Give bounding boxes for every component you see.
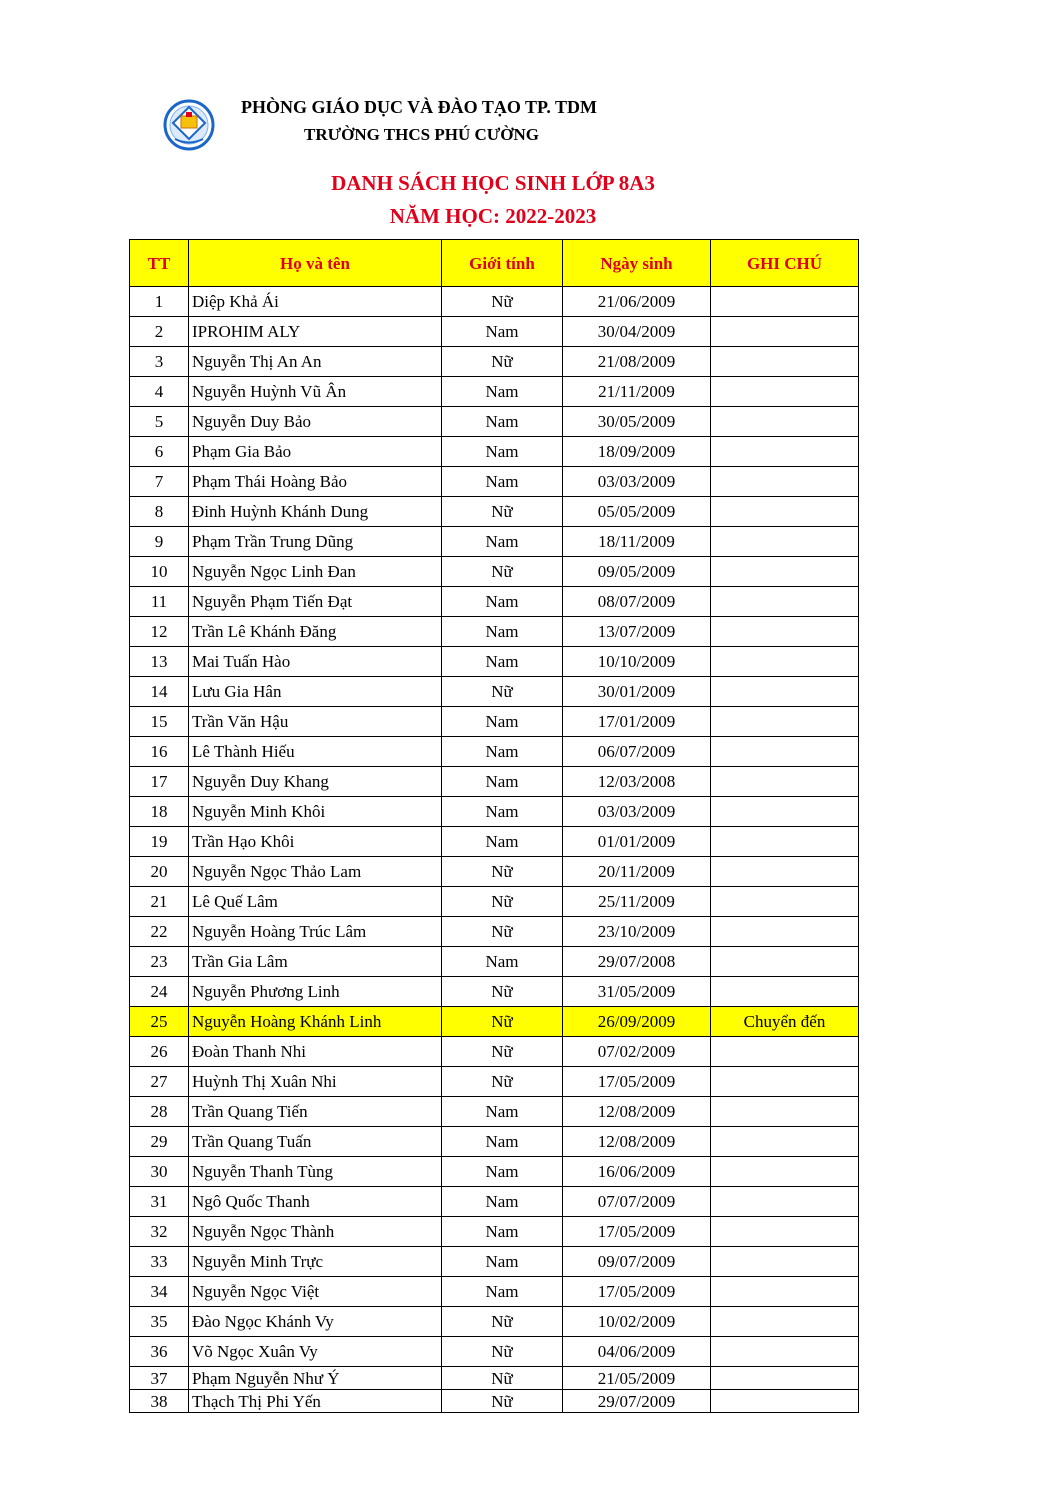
cell-name: Trần Hạo Khôi: [189, 827, 442, 857]
cell-name: Phạm Thái Hoàng Bảo: [189, 467, 442, 497]
cell-name: Đoàn Thanh Nhi: [189, 1037, 442, 1067]
cell-name: Nguyễn Duy Bảo: [189, 407, 442, 437]
cell-gender: Nữ: [442, 557, 563, 587]
table-row: [130, 467, 859, 497]
table-row: [130, 1157, 859, 1187]
cell-note: Chuyển đến: [711, 1007, 859, 1037]
cell-tt: 17: [130, 767, 189, 797]
cell-note: [711, 377, 859, 407]
cell-dob: 12/08/2009: [563, 1127, 711, 1157]
header-dob: Ngày sinh: [563, 240, 711, 287]
table-row: [130, 1277, 859, 1307]
cell-dob: 13/07/2009: [563, 617, 711, 647]
table-row: [130, 617, 859, 647]
table-row: [130, 707, 859, 737]
cell-name: Thạch Thị Phi Yến: [189, 1390, 442, 1413]
cell-tt: 38: [130, 1390, 189, 1413]
cell-tt: 3: [130, 347, 189, 377]
cell-gender: Nam: [442, 407, 563, 437]
cell-gender: Nam: [442, 587, 563, 617]
cell-dob: 10/10/2009: [563, 647, 711, 677]
cell-tt: 25: [130, 1007, 189, 1037]
cell-name: Nguyễn Thanh Tùng: [189, 1157, 442, 1187]
cell-tt: 21: [130, 887, 189, 917]
cell-dob: 30/05/2009: [563, 407, 711, 437]
cell-tt: 13: [130, 647, 189, 677]
cell-tt: 23: [130, 947, 189, 977]
cell-note: [711, 1337, 859, 1367]
cell-note: [711, 887, 859, 917]
cell-name: Trần Quang Tuấn: [189, 1127, 442, 1157]
table-row: [130, 1307, 859, 1337]
cell-note: [711, 827, 859, 857]
cell-tt: 29: [130, 1127, 189, 1157]
cell-tt: 12: [130, 617, 189, 647]
table-row: [130, 1067, 859, 1097]
cell-tt: 37: [130, 1367, 189, 1390]
cell-dob: 29/07/2008: [563, 947, 711, 977]
school-year: NĂM HỌC: 2022-2023: [389, 204, 597, 228]
cell-note: [711, 407, 859, 437]
table-row: [130, 677, 859, 707]
cell-tt: 8: [130, 497, 189, 527]
table-row: [130, 1390, 859, 1413]
school-logo-icon: [161, 99, 217, 151]
cell-name: Nguyễn Minh Khôi: [189, 797, 442, 827]
cell-name: Ngô Quốc Thanh: [189, 1187, 442, 1217]
cell-note: [711, 947, 859, 977]
cell-note: [711, 1367, 859, 1390]
table-row: [130, 947, 859, 977]
cell-tt: 14: [130, 677, 189, 707]
cell-name: Nguyễn Thị An An: [189, 347, 442, 377]
cell-note: [711, 467, 859, 497]
cell-note: [711, 1067, 859, 1097]
cell-tt: 36: [130, 1337, 189, 1367]
cell-dob: 03/03/2009: [563, 467, 711, 497]
org-name: PHÒNG GIÁO DỤC VÀ ĐÀO TẠO TP. TDM: [241, 97, 598, 117]
cell-tt: 18: [130, 797, 189, 827]
cell-dob: 17/05/2009: [563, 1277, 711, 1307]
cell-name: Diệp Khả Ái: [189, 287, 442, 317]
cell-dob: 17/05/2009: [563, 1067, 711, 1097]
table-row: [130, 377, 859, 407]
cell-note: [711, 317, 859, 347]
cell-note: [711, 347, 859, 377]
table-row: [130, 647, 859, 677]
cell-gender: Nữ: [442, 1007, 563, 1037]
cell-name: Nguyễn Duy Khang: [189, 767, 442, 797]
cell-name: Lưu Gia Hân: [189, 677, 442, 707]
table-row: [130, 1247, 859, 1277]
cell-dob: 21/08/2009: [563, 347, 711, 377]
cell-tt: 30: [130, 1157, 189, 1187]
cell-dob: 18/11/2009: [563, 527, 711, 557]
cell-note: [711, 1277, 859, 1307]
table-row: [130, 1007, 859, 1037]
header-gender: Giới tính: [442, 240, 563, 287]
cell-tt: 16: [130, 737, 189, 767]
table-header-row: [130, 240, 859, 287]
cell-dob: 29/07/2009: [563, 1390, 711, 1413]
table-row: [130, 1187, 859, 1217]
cell-dob: 07/07/2009: [563, 1187, 711, 1217]
cell-dob: 08/07/2009: [563, 587, 711, 617]
cell-gender: Nam: [442, 1127, 563, 1157]
table-row: [130, 737, 859, 767]
cell-gender: Nam: [442, 947, 563, 977]
cell-name: Phạm Trần Trung Dũng: [189, 527, 442, 557]
cell-dob: 18/09/2009: [563, 437, 711, 467]
cell-gender: Nữ: [442, 857, 563, 887]
cell-note: [711, 647, 859, 677]
table-row: [130, 437, 859, 467]
cell-tt: 27: [130, 1067, 189, 1097]
cell-gender: Nữ: [442, 1367, 563, 1390]
cell-note: [711, 1127, 859, 1157]
cell-note: [711, 1247, 859, 1277]
cell-gender: Nam: [442, 767, 563, 797]
cell-gender: Nữ: [442, 1037, 563, 1067]
header-note: GHI CHÚ: [711, 240, 859, 287]
cell-name: Nguyễn Ngọc Linh Đan: [189, 557, 442, 587]
page-title: DANH SÁCH HỌC SINH LỚP 8A3: [331, 171, 655, 195]
cell-dob: 21/11/2009: [563, 377, 711, 407]
cell-dob: 30/01/2009: [563, 677, 711, 707]
cell-note: [711, 437, 859, 467]
cell-name: Phạm Gia Bảo: [189, 437, 442, 467]
student-roster-table: [129, 239, 859, 1413]
cell-tt: 15: [130, 707, 189, 737]
cell-note: [711, 587, 859, 617]
cell-note: [711, 707, 859, 737]
cell-gender: Nữ: [442, 1307, 563, 1337]
cell-name: Đào Ngọc Khánh Vy: [189, 1307, 442, 1337]
cell-dob: 04/06/2009: [563, 1337, 711, 1367]
cell-note: [711, 1097, 859, 1127]
cell-note: [711, 797, 859, 827]
cell-note: [711, 497, 859, 527]
cell-gender: Nữ: [442, 977, 563, 1007]
cell-note: [711, 917, 859, 947]
cell-dob: 16/06/2009: [563, 1157, 711, 1187]
cell-gender: Nữ: [442, 287, 563, 317]
cell-gender: Nữ: [442, 917, 563, 947]
cell-tt: 35: [130, 1307, 189, 1337]
cell-gender: Nữ: [442, 1067, 563, 1097]
cell-dob: 09/05/2009: [563, 557, 711, 587]
cell-dob: 10/02/2009: [563, 1307, 711, 1337]
table-row: [130, 887, 859, 917]
cell-gender: Nam: [442, 317, 563, 347]
cell-tt: 19: [130, 827, 189, 857]
cell-tt: 4: [130, 377, 189, 407]
cell-gender: Nam: [442, 1217, 563, 1247]
cell-note: [711, 557, 859, 587]
table-row: [130, 287, 859, 317]
cell-name: Nguyễn Ngọc Thảo Lam: [189, 857, 442, 887]
cell-dob: 12/03/2008: [563, 767, 711, 797]
cell-dob: 05/05/2009: [563, 497, 711, 527]
cell-tt: 7: [130, 467, 189, 497]
table-row: [130, 527, 859, 557]
table-row: [130, 557, 859, 587]
table-row: [130, 497, 859, 527]
cell-note: [711, 767, 859, 797]
cell-gender: Nam: [442, 437, 563, 467]
cell-tt: 20: [130, 857, 189, 887]
cell-note: [711, 1307, 859, 1337]
cell-dob: 07/02/2009: [563, 1037, 711, 1067]
cell-gender: Nam: [442, 797, 563, 827]
cell-gender: Nam: [442, 827, 563, 857]
header-name: Họ và tên: [189, 240, 442, 287]
cell-dob: 03/03/2009: [563, 797, 711, 827]
cell-note: [711, 1187, 859, 1217]
cell-gender: Nữ: [442, 677, 563, 707]
cell-name: Nguyễn Ngọc Thành: [189, 1217, 442, 1247]
cell-dob: 12/08/2009: [563, 1097, 711, 1127]
cell-gender: Nam: [442, 1157, 563, 1187]
cell-tt: 22: [130, 917, 189, 947]
cell-tt: 11: [130, 587, 189, 617]
cell-dob: 20/11/2009: [563, 857, 711, 887]
cell-name: Lê Quế Lâm: [189, 887, 442, 917]
cell-note: [711, 677, 859, 707]
cell-gender: Nam: [442, 467, 563, 497]
table-row: [130, 917, 859, 947]
cell-name: Mai Tuấn Hào: [189, 647, 442, 677]
cell-gender: Nam: [442, 737, 563, 767]
cell-name: Nguyễn Phương Linh: [189, 977, 442, 1007]
table-row: [130, 587, 859, 617]
cell-tt: 9: [130, 527, 189, 557]
cell-gender: Nữ: [442, 1390, 563, 1413]
table-row: [130, 767, 859, 797]
cell-gender: Nam: [442, 1187, 563, 1217]
table-row: [130, 1337, 859, 1367]
table-row: [130, 1037, 859, 1067]
cell-tt: 32: [130, 1217, 189, 1247]
table-row: [130, 407, 859, 437]
table-row: [130, 347, 859, 377]
school-name: TRƯỜNG THCS PHÚ CƯỜNG: [304, 125, 540, 144]
cell-note: [711, 857, 859, 887]
cell-gender: Nữ: [442, 1337, 563, 1367]
cell-dob: 09/07/2009: [563, 1247, 711, 1277]
cell-gender: Nữ: [442, 347, 563, 377]
cell-name: IPROHIM ALY: [189, 317, 442, 347]
cell-name: Nguyễn Hoàng Trúc Lâm: [189, 917, 442, 947]
cell-dob: 06/07/2009: [563, 737, 711, 767]
cell-gender: Nữ: [442, 497, 563, 527]
cell-name: Đinh Huỳnh Khánh Dung: [189, 497, 442, 527]
cell-tt: 31: [130, 1187, 189, 1217]
table-row: [130, 1367, 859, 1390]
cell-dob: 23/10/2009: [563, 917, 711, 947]
table-row: [130, 827, 859, 857]
cell-name: Nguyễn Hoàng Khánh Linh: [189, 1007, 442, 1037]
cell-name: Phạm Nguyễn Như Ý: [189, 1367, 442, 1390]
cell-dob: 01/01/2009: [563, 827, 711, 857]
table-row: [130, 857, 859, 887]
table-row: [130, 1217, 859, 1247]
cell-tt: 33: [130, 1247, 189, 1277]
cell-name: Nguyễn Phạm Tiến Đạt: [189, 587, 442, 617]
cell-name: Lê Thành Hiếu: [189, 737, 442, 767]
cell-note: [711, 617, 859, 647]
cell-dob: 31/05/2009: [563, 977, 711, 1007]
cell-note: [711, 287, 859, 317]
cell-name: Trần Lê Khánh Đăng: [189, 617, 442, 647]
cell-tt: 5: [130, 407, 189, 437]
cell-tt: 26: [130, 1037, 189, 1067]
cell-name: Võ Ngọc Xuân Vy: [189, 1337, 442, 1367]
table-row: [130, 317, 859, 347]
cell-gender: Nam: [442, 647, 563, 677]
cell-gender: Nam: [442, 1097, 563, 1127]
cell-tt: 28: [130, 1097, 189, 1127]
table-row: [130, 797, 859, 827]
cell-dob: 17/01/2009: [563, 707, 711, 737]
cell-dob: 25/11/2009: [563, 887, 711, 917]
cell-tt: 10: [130, 557, 189, 587]
table-row: [130, 977, 859, 1007]
table-row: [130, 1127, 859, 1157]
cell-note: [711, 1217, 859, 1247]
cell-gender: Nam: [442, 1277, 563, 1307]
cell-tt: 1: [130, 287, 189, 317]
cell-note: [711, 527, 859, 557]
cell-gender: Nam: [442, 377, 563, 407]
cell-gender: Nam: [442, 527, 563, 557]
cell-tt: 24: [130, 977, 189, 1007]
cell-gender: Nam: [442, 1247, 563, 1277]
cell-name: Trần Văn Hậu: [189, 707, 442, 737]
cell-note: [711, 1157, 859, 1187]
cell-note: [711, 977, 859, 1007]
table-row: [130, 1097, 859, 1127]
cell-dob: 21/06/2009: [563, 287, 711, 317]
cell-note: [711, 737, 859, 767]
cell-dob: 17/05/2009: [563, 1217, 711, 1247]
cell-tt: 34: [130, 1277, 189, 1307]
cell-name: Trần Gia Lâm: [189, 947, 442, 977]
cell-name: Nguyễn Ngọc Việt: [189, 1277, 442, 1307]
cell-dob: 30/04/2009: [563, 317, 711, 347]
cell-name: Nguyễn Huỳnh Vũ Ân: [189, 377, 442, 407]
cell-tt: 6: [130, 437, 189, 467]
cell-name: Huỳnh Thị Xuân Nhi: [189, 1067, 442, 1097]
cell-gender: Nam: [442, 617, 563, 647]
cell-gender: Nam: [442, 707, 563, 737]
cell-note: [711, 1037, 859, 1067]
cell-gender: Nữ: [442, 887, 563, 917]
cell-name: Nguyễn Minh Trực: [189, 1247, 442, 1277]
cell-dob: 26/09/2009: [563, 1007, 711, 1037]
cell-dob: 21/05/2009: [563, 1367, 711, 1390]
cell-note: [711, 1390, 859, 1413]
cell-tt: 2: [130, 317, 189, 347]
cell-name: Trần Quang Tiến: [189, 1097, 442, 1127]
header-tt: TT: [130, 240, 189, 287]
